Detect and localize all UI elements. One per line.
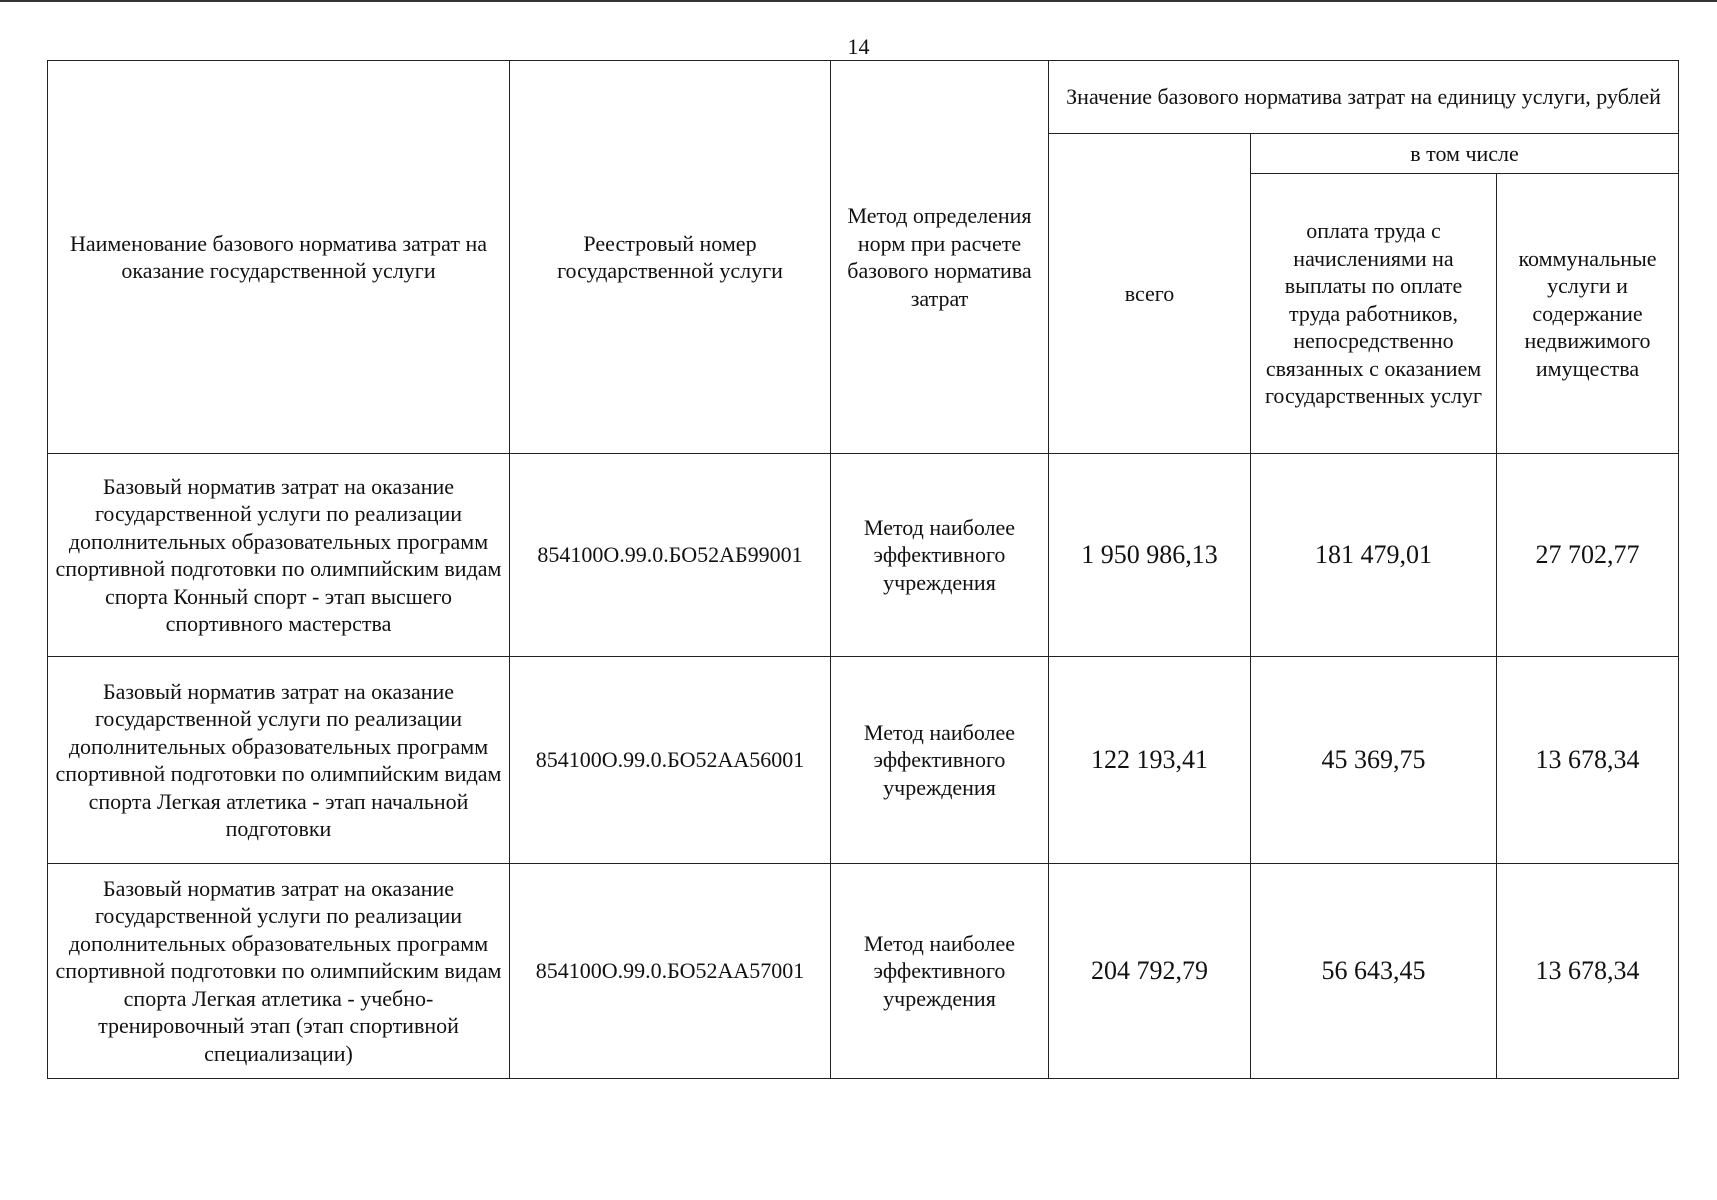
cost-norms-table <box>47 60 1679 1079</box>
table-row <box>48 454 1679 657</box>
cell-registry: 854100О.99.0.БО52АБ99001 <box>510 454 831 657</box>
header-total: всего <box>1049 134 1251 454</box>
cell-utilities: 13 678,34 <box>1497 657 1679 864</box>
table-body <box>48 454 1679 1079</box>
cell-labor: 45 369,75 <box>1251 657 1497 864</box>
cell-labor: 56 643,45 <box>1251 864 1497 1079</box>
cell-utilities: 13 678,34 <box>1497 864 1679 1079</box>
page-number: 14 <box>847 34 870 59</box>
cell-method: Метод наиболее эффективного учреждения <box>831 657 1049 864</box>
cell-method: Метод наиболее эффективного учреждения <box>831 454 1049 657</box>
cell-total: 1 950 986,13 <box>1049 454 1251 657</box>
header-registry: Реестровый номер государственной услуги <box>510 61 831 454</box>
header-including: в том числе <box>1251 134 1679 174</box>
cell-total: 122 193,41 <box>1049 657 1251 864</box>
table-row <box>48 657 1679 864</box>
scan-top-edge <box>0 0 1717 2</box>
cell-name: Базовый норматив затрат на оказание государственной услуги по реализации дополнительных образовательных программ спортивной подготовки по олимпийским видам спорта Легкая атлетика - учебно-тренировочный этап (этап спортивной специализации) <box>48 864 510 1079</box>
cell-utilities: 27 702,77 <box>1497 454 1679 657</box>
cell-total: 204 792,79 <box>1049 864 1251 1079</box>
cell-registry: 854100О.99.0.БО52АА56001 <box>510 657 831 864</box>
cell-labor: 181 479,01 <box>1251 454 1497 657</box>
cell-name: Базовый норматив затрат на оказание государственной услуги по реализации дополнительных образовательных программ спортивной подготовки по олимпийским видам спорта Легкая атлетика - этап начальной подготовки <box>48 657 510 864</box>
header-name: Наименование базового норматива затрат на оказание государственной услуги <box>48 61 510 454</box>
header-value-group: Значение базового норматива затрат на единицу услуги, рублей <box>1049 61 1679 134</box>
cell-registry: 854100О.99.0.БО52АА57001 <box>510 864 831 1079</box>
table-header <box>48 61 1679 454</box>
header-utilities: коммунальные услуги и содержание недвижимого имущества <box>1497 174 1679 454</box>
cell-method: Метод наиболее эффективного учреждения <box>831 864 1049 1079</box>
cell-name: Базовый норматив затрат на оказание государственной услуги по реализации дополнительных образовательных программ спортивной подготовки по олимпийским видам спорта Конный спорт - этап высшего спортивного мастерства <box>48 454 510 657</box>
header-labor: оплата труда с начислениями на выплаты по оплате труда работников, непосредственно связанных с оказанием государственных услуг <box>1251 174 1497 454</box>
table-row <box>48 864 1679 1079</box>
header-method: Метод определения норм при расчете базового норматива затрат <box>831 61 1049 454</box>
